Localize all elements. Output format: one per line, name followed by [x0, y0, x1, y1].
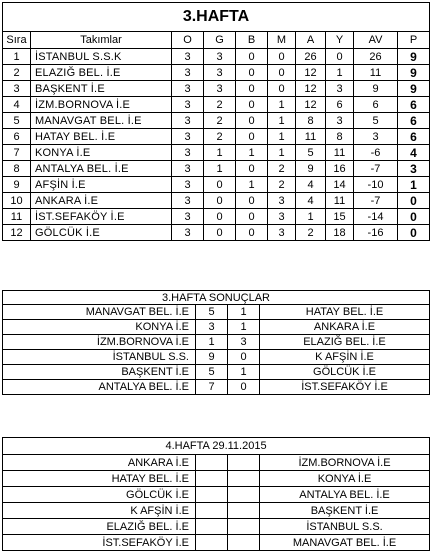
team-cell: KONYA İ.E: [31, 145, 172, 161]
goal-diff-cell: 3: [354, 129, 398, 145]
rank-cell: 7: [3, 145, 31, 161]
goals-for-cell: 12: [296, 65, 326, 81]
goal-diff-cell: -10: [354, 177, 398, 193]
lost-cell: 1: [268, 145, 296, 161]
table-row: [3, 113, 430, 129]
played-cell: 3: [172, 193, 204, 209]
away-team-cell: MANAVGAT BEL. İ.E: [260, 535, 430, 551]
home-team-cell: HATAY BEL. İ.E: [3, 471, 196, 487]
goals-against-cell: 3: [326, 81, 354, 97]
away-score-cell: 1: [228, 365, 260, 380]
home-score-cell: [196, 519, 228, 535]
points-cell: 1: [398, 177, 430, 193]
goal-diff-cell: 26: [354, 49, 398, 65]
played-cell: 3: [172, 65, 204, 81]
points-cell: 6: [398, 97, 430, 113]
table-row: [3, 49, 430, 65]
rank-cell: 1: [3, 49, 31, 65]
points-cell: 3: [398, 161, 430, 177]
goals-for-cell: 11: [296, 129, 326, 145]
away-score-cell: [228, 519, 260, 535]
standings-table: [2, 2, 430, 241]
home-team-cell: ANTALYA BEL. İ.E: [3, 380, 196, 395]
drawn-cell: 1: [236, 145, 268, 161]
home-team-cell: MANAVGAT BEL. İ.E: [3, 305, 196, 320]
goals-against-cell: 11: [326, 193, 354, 209]
drawn-cell: 0: [236, 161, 268, 177]
away-score-cell: [228, 471, 260, 487]
won-cell: 0: [204, 177, 236, 193]
goals-for-cell: 1: [296, 209, 326, 225]
drawn-cell: 0: [236, 209, 268, 225]
lost-cell: 0: [268, 81, 296, 97]
home-team-cell: İZM.BORNOVA İ.E: [3, 335, 196, 350]
home-score-cell: [196, 487, 228, 503]
goals-against-cell: 1: [326, 65, 354, 81]
points-cell: 9: [398, 65, 430, 81]
lost-cell: 1: [268, 113, 296, 129]
away-score-cell: 0: [228, 350, 260, 365]
header-points: P: [398, 32, 430, 49]
result-row: [3, 320, 430, 335]
table-row: [3, 145, 430, 161]
team-cell: ANTALYA BEL. İ.E: [31, 161, 172, 177]
rank-cell: 8: [3, 161, 31, 177]
home-team-cell: BAŞKENT İ.E: [3, 365, 196, 380]
standings-title: 3.HAFTA: [3, 3, 430, 32]
lost-cell: 0: [268, 49, 296, 65]
rank-cell: 4: [3, 97, 31, 113]
fixture-row: [3, 535, 430, 551]
lost-cell: 0: [268, 65, 296, 81]
result-row: [3, 365, 430, 380]
home-team-cell: İSTANBUL S.S.: [3, 350, 196, 365]
rank-cell: 5: [3, 113, 31, 129]
goals-against-cell: 18: [326, 225, 354, 241]
goal-diff-cell: -14: [354, 209, 398, 225]
table-row: [3, 161, 430, 177]
points-cell: 0: [398, 225, 430, 241]
goals-against-cell: 8: [326, 129, 354, 145]
home-score-cell: [196, 535, 228, 551]
results-table: [2, 290, 430, 395]
lost-cell: 3: [268, 193, 296, 209]
goal-diff-cell: -7: [354, 193, 398, 209]
won-cell: 3: [204, 65, 236, 81]
result-row: [3, 305, 430, 320]
won-cell: 0: [204, 225, 236, 241]
team-cell: İSTANBUL S.S.K: [31, 49, 172, 65]
won-cell: 2: [204, 129, 236, 145]
won-cell: 1: [204, 145, 236, 161]
team-cell: BAŞKENT İ.E: [31, 81, 172, 97]
header-played: O: [172, 32, 204, 49]
goals-against-cell: 0: [326, 49, 354, 65]
table-row: [3, 209, 430, 225]
goals-against-cell: 16: [326, 161, 354, 177]
played-cell: 3: [172, 209, 204, 225]
played-cell: 3: [172, 145, 204, 161]
played-cell: 3: [172, 113, 204, 129]
away-team-cell: ELAZIĞ BEL. İ.E: [260, 335, 430, 350]
goals-against-cell: 15: [326, 209, 354, 225]
won-cell: 3: [204, 49, 236, 65]
away-team-cell: GÖLCÜK İ.E: [260, 365, 430, 380]
won-cell: 2: [204, 97, 236, 113]
home-score-cell: [196, 471, 228, 487]
home-score-cell: [196, 503, 228, 519]
table-row: [3, 225, 430, 241]
points-cell: 9: [398, 81, 430, 97]
rank-cell: 6: [3, 129, 31, 145]
goals-against-cell: 14: [326, 177, 354, 193]
table-row: [3, 193, 430, 209]
points-cell: 9: [398, 49, 430, 65]
away-score-cell: [228, 487, 260, 503]
home-score-cell: [196, 455, 228, 471]
goals-for-cell: 12: [296, 81, 326, 97]
result-row: [3, 350, 430, 365]
home-team-cell: İST.SEFAKÖY İ.E: [3, 535, 196, 551]
table-row: [3, 81, 430, 97]
won-cell: 2: [204, 113, 236, 129]
goal-diff-cell: 11: [354, 65, 398, 81]
fixture-row: [3, 455, 430, 471]
goal-diff-cell: -7: [354, 161, 398, 177]
away-score-cell: [228, 455, 260, 471]
goal-diff-cell: -6: [354, 145, 398, 161]
away-team-cell: İZM.BORNOVA İ.E: [260, 455, 430, 471]
drawn-cell: 0: [236, 193, 268, 209]
away-score-cell: [228, 503, 260, 519]
played-cell: 3: [172, 49, 204, 65]
away-team-cell: K AFŞİN İ.E: [260, 350, 430, 365]
away-score-cell: 0: [228, 380, 260, 395]
goals-against-cell: 6: [326, 97, 354, 113]
drawn-cell: 0: [236, 49, 268, 65]
away-team-cell: İSTANBUL S.S.: [260, 519, 430, 535]
home-score-cell: 9: [196, 350, 228, 365]
goal-diff-cell: -16: [354, 225, 398, 241]
goal-diff-cell: 5: [354, 113, 398, 129]
goals-for-cell: 5: [296, 145, 326, 161]
goals-against-cell: 3: [326, 113, 354, 129]
away-score-cell: [228, 535, 260, 551]
goal-diff-cell: 9: [354, 81, 398, 97]
table-row: [3, 129, 430, 145]
table-row: [3, 177, 430, 193]
won-cell: 3: [204, 81, 236, 97]
header-team: Takımlar: [31, 32, 172, 49]
table-row: [3, 97, 430, 113]
rank-cell: 9: [3, 177, 31, 193]
rank-cell: 3: [3, 81, 31, 97]
goals-for-cell: 2: [296, 225, 326, 241]
goals-for-cell: 26: [296, 49, 326, 65]
team-cell: ELAZIĞ BEL. İ.E: [31, 65, 172, 81]
points-cell: 0: [398, 209, 430, 225]
points-cell: 6: [398, 129, 430, 145]
result-row: [3, 380, 430, 395]
away-score-cell: 1: [228, 320, 260, 335]
away-team-cell: HATAY BEL. İ.E: [260, 305, 430, 320]
goal-diff-cell: 6: [354, 97, 398, 113]
points-cell: 4: [398, 145, 430, 161]
played-cell: 3: [172, 129, 204, 145]
standings-header-row: [3, 32, 430, 49]
played-cell: 3: [172, 97, 204, 113]
header-won: G: [204, 32, 236, 49]
home-score-cell: 5: [196, 305, 228, 320]
team-cell: GÖLCÜK İ.E: [31, 225, 172, 241]
points-cell: 6: [398, 113, 430, 129]
home-score-cell: 3: [196, 320, 228, 335]
drawn-cell: 0: [236, 113, 268, 129]
drawn-cell: 1: [236, 177, 268, 193]
away-score-cell: 3: [228, 335, 260, 350]
drawn-cell: 0: [236, 225, 268, 241]
lost-cell: 1: [268, 97, 296, 113]
team-cell: HATAY BEL. İ.E: [31, 129, 172, 145]
away-team-cell: BAŞKENT İ.E: [260, 503, 430, 519]
home-team-cell: K AFŞİN İ.E: [3, 503, 196, 519]
won-cell: 0: [204, 193, 236, 209]
home-team-cell: ELAZIĞ BEL. İ.E: [3, 519, 196, 535]
header-rank: Sıra: [3, 32, 31, 49]
played-cell: 3: [172, 161, 204, 177]
home-team-cell: KONYA İ.E: [3, 320, 196, 335]
away-score-cell: 1: [228, 305, 260, 320]
goals-for-cell: 4: [296, 177, 326, 193]
home-score-cell: 1: [196, 335, 228, 350]
fixture-row: [3, 519, 430, 535]
points-cell: 0: [398, 193, 430, 209]
header-goal-diff: AV: [354, 32, 398, 49]
away-team-cell: ANTALYA BEL. İ.E: [260, 487, 430, 503]
home-score-cell: 5: [196, 365, 228, 380]
team-cell: MANAVGAT BEL. İ.E: [31, 113, 172, 129]
result-row: [3, 335, 430, 350]
lost-cell: 3: [268, 225, 296, 241]
rank-cell: 10: [3, 193, 31, 209]
rank-cell: 2: [3, 65, 31, 81]
drawn-cell: 0: [236, 129, 268, 145]
goals-against-cell: 11: [326, 145, 354, 161]
rank-cell: 12: [3, 225, 31, 241]
played-cell: 3: [172, 225, 204, 241]
rank-cell: 11: [3, 209, 31, 225]
away-team-cell: ANKARA İ.E: [260, 320, 430, 335]
team-cell: İST.SEFAKÖY İ.E: [31, 209, 172, 225]
goals-for-cell: 12: [296, 97, 326, 113]
goals-for-cell: 4: [296, 193, 326, 209]
team-cell: ANKARA İ.E: [31, 193, 172, 209]
played-cell: 3: [172, 81, 204, 97]
drawn-cell: 0: [236, 97, 268, 113]
lost-cell: 2: [268, 177, 296, 193]
won-cell: 1: [204, 161, 236, 177]
fixture-row: [3, 471, 430, 487]
team-cell: İZM.BORNOVA İ.E: [31, 97, 172, 113]
results-title: 3.HAFTA SONUÇLAR: [3, 291, 430, 305]
lost-cell: 1: [268, 129, 296, 145]
fixture-row: [3, 487, 430, 503]
home-score-cell: 7: [196, 380, 228, 395]
header-drawn: B: [236, 32, 268, 49]
goals-for-cell: 8: [296, 113, 326, 129]
fixture-row: [3, 503, 430, 519]
home-team-cell: ANKARA İ.E: [3, 455, 196, 471]
header-goals-for: A: [296, 32, 326, 49]
fixtures-title: 4.HAFTA 29.11.2015: [3, 438, 430, 455]
played-cell: 3: [172, 177, 204, 193]
lost-cell: 3: [268, 209, 296, 225]
lost-cell: 2: [268, 161, 296, 177]
header-lost: M: [268, 32, 296, 49]
drawn-cell: 0: [236, 81, 268, 97]
away-team-cell: İST.SEFAKÖY İ.E: [260, 380, 430, 395]
table-row: [3, 65, 430, 81]
drawn-cell: 0: [236, 65, 268, 81]
goals-for-cell: 9: [296, 161, 326, 177]
away-team-cell: KONYA İ.E: [260, 471, 430, 487]
home-team-cell: GÖLCÜK İ.E: [3, 487, 196, 503]
team-cell: AFŞİN İ.E: [31, 177, 172, 193]
won-cell: 0: [204, 209, 236, 225]
header-goals-against: Y: [326, 32, 354, 49]
fixtures-table: [2, 437, 430, 551]
